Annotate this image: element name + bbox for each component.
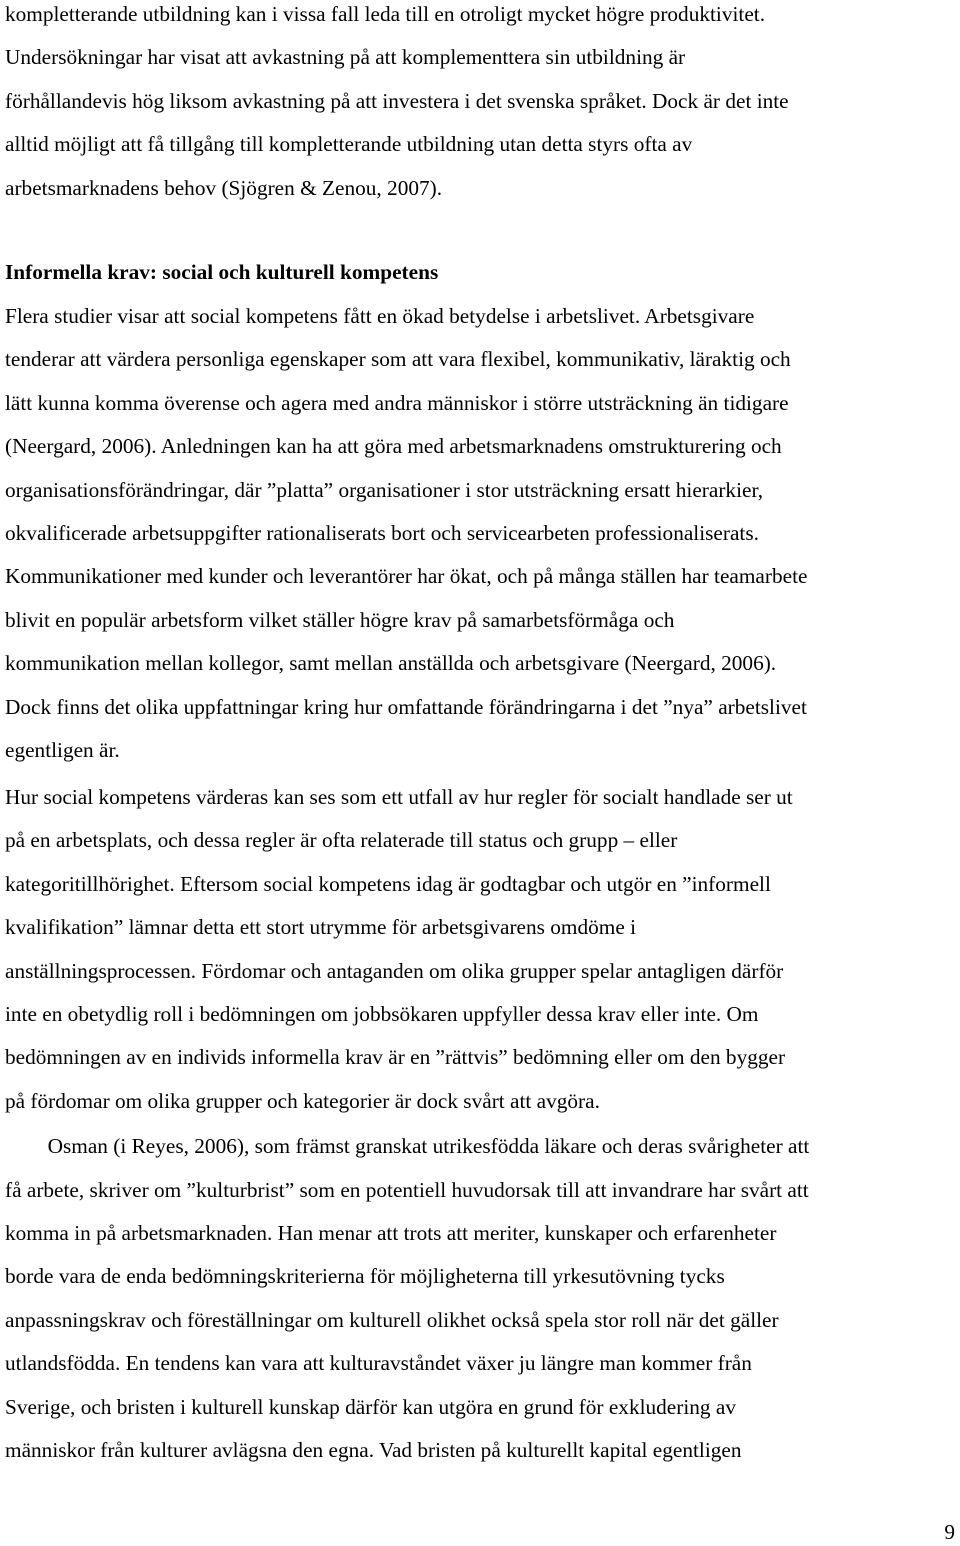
body-line: kvalifikation” lämnar detta ett stort utrymme för arbetsgivarens omdöme i bbox=[5, 915, 637, 940]
intro-line: arbetsmarknadens behov (Sjögren & Zenou, 2007). bbox=[5, 175, 443, 200]
body-line: komma in på arbetsmarknaden. Han menar att trots att meriter, kunskaper och erfarenheter bbox=[5, 1220, 777, 1245]
body-line: kategoritillhörighet. Eftersom social kompetens idag är godtagbar och utgör en ”informell bbox=[5, 871, 771, 896]
body-line: borde vara de enda bedömningskriterierna för möjligheterna till yrkesutövning tycks bbox=[5, 1264, 725, 1289]
body-line: Kommunikationer med kunder och leverantörer har ökat, och på många ställen har teamarbete bbox=[5, 564, 808, 589]
body-line: organisationsförändringar, där ”platta” organisationer i stor utsträckning ersatt hierarkier, bbox=[5, 477, 764, 502]
body-line: lätt kunna komma överense och agera med andra människor i större utsträckning än tidigare bbox=[5, 390, 789, 415]
body-line: Flera studier visar att social kompetens fått en ökad betydelse i arbetslivet. Arbetsgivare bbox=[5, 304, 755, 328]
intro-line: Undersökningar har visat att avkastning på att komplementtera sin utbildning är bbox=[5, 45, 686, 70]
body-line: egentligen är. bbox=[5, 738, 120, 762]
section-heading: Informella krav: social och kulturell kompetens bbox=[5, 260, 439, 284]
body-line: Hur social kompetens värderas kan ses som ett utfall av hur regler för socialt handlade ser ut bbox=[5, 785, 793, 809]
body-line: utlandsfödda. En tendens kan vara att kulturavståndet växer ju längre man kommer från bbox=[5, 1351, 752, 1376]
intro-line: alltid möjligt att få tillgång till kompletterande utbildning utan detta styrs ofta av bbox=[5, 132, 693, 157]
body-line: tenderar att värdera personliga egenskaper som att vara flexibel, kommunikativ, läraktig och bbox=[5, 347, 791, 372]
body-line: anpassningskrav och föreställningar om kulturell olikhet också spela stor roll när det gäller bbox=[5, 1307, 779, 1332]
body-line: anställningsprocessen. Fördomar och antaganden om olika grupper spelar antagligen därför bbox=[5, 958, 784, 983]
intro-line: förhållandevis hög liksom avkastning på att investera i det svenska språket. Dock är det inte bbox=[5, 88, 789, 113]
intro-line: kompletterande utbildning kan i vissa fall leda till en otroligt mycket högre produktivitet. bbox=[5, 2, 766, 26]
body-line: människor från kulturer avlägsna den egna. Vad bristen på kulturellt kapital egentligen bbox=[5, 1438, 742, 1463]
body-line: kommunikation mellan kollegor, samt mellan anställda och arbetsgivare (Neergard, 2006). bbox=[5, 651, 777, 676]
body-line: Osman (i Reyes, 2006), som främst granskat utrikesfödda läkare och deras svårigheter att bbox=[5, 1134, 810, 1158]
page-number: 9 bbox=[944, 1520, 955, 1544]
body-line: bedömningen av en individs informella krav är en ”rättvis” bedömning eller om den bygger bbox=[5, 1045, 786, 1070]
body-line: Dock finns det olika uppfattningar kring hur omfattande förändringarna i det ”nya” arbetslivet bbox=[5, 694, 807, 719]
body-line: få arbete, skriver om ”kulturbrist” som en potentiell huvudorsak till att invandrare har svårt att bbox=[5, 1177, 809, 1202]
body-line: (Neergard, 2006). Anledningen kan ha att göra med arbetsmarknadens omstrukturering och bbox=[5, 434, 782, 459]
body-line: okvalificerade arbetsuppgifter rationaliserats bort och servicearbeten professionaliserats. bbox=[5, 521, 759, 545]
body-line: Sverige, och bristen i kulturell kunskap därför kan utgöra en grund för exkludering av bbox=[5, 1394, 736, 1419]
body-line: på en arbetsplats, och dessa regler är ofta relaterade till status och grupp – eller bbox=[5, 828, 678, 853]
body-line: på fördomar om olika grupper och kategorier är dock svårt att avgöra. bbox=[5, 1088, 600, 1113]
body-line: blivit en populär arbetsform vilket ställer högre krav på samarbetsförmåga och bbox=[5, 607, 675, 632]
body-line: inte en obetydlig roll i bedömningen om jobbsökaren uppfyller dessa krav eller inte. Om bbox=[5, 1002, 759, 1026]
